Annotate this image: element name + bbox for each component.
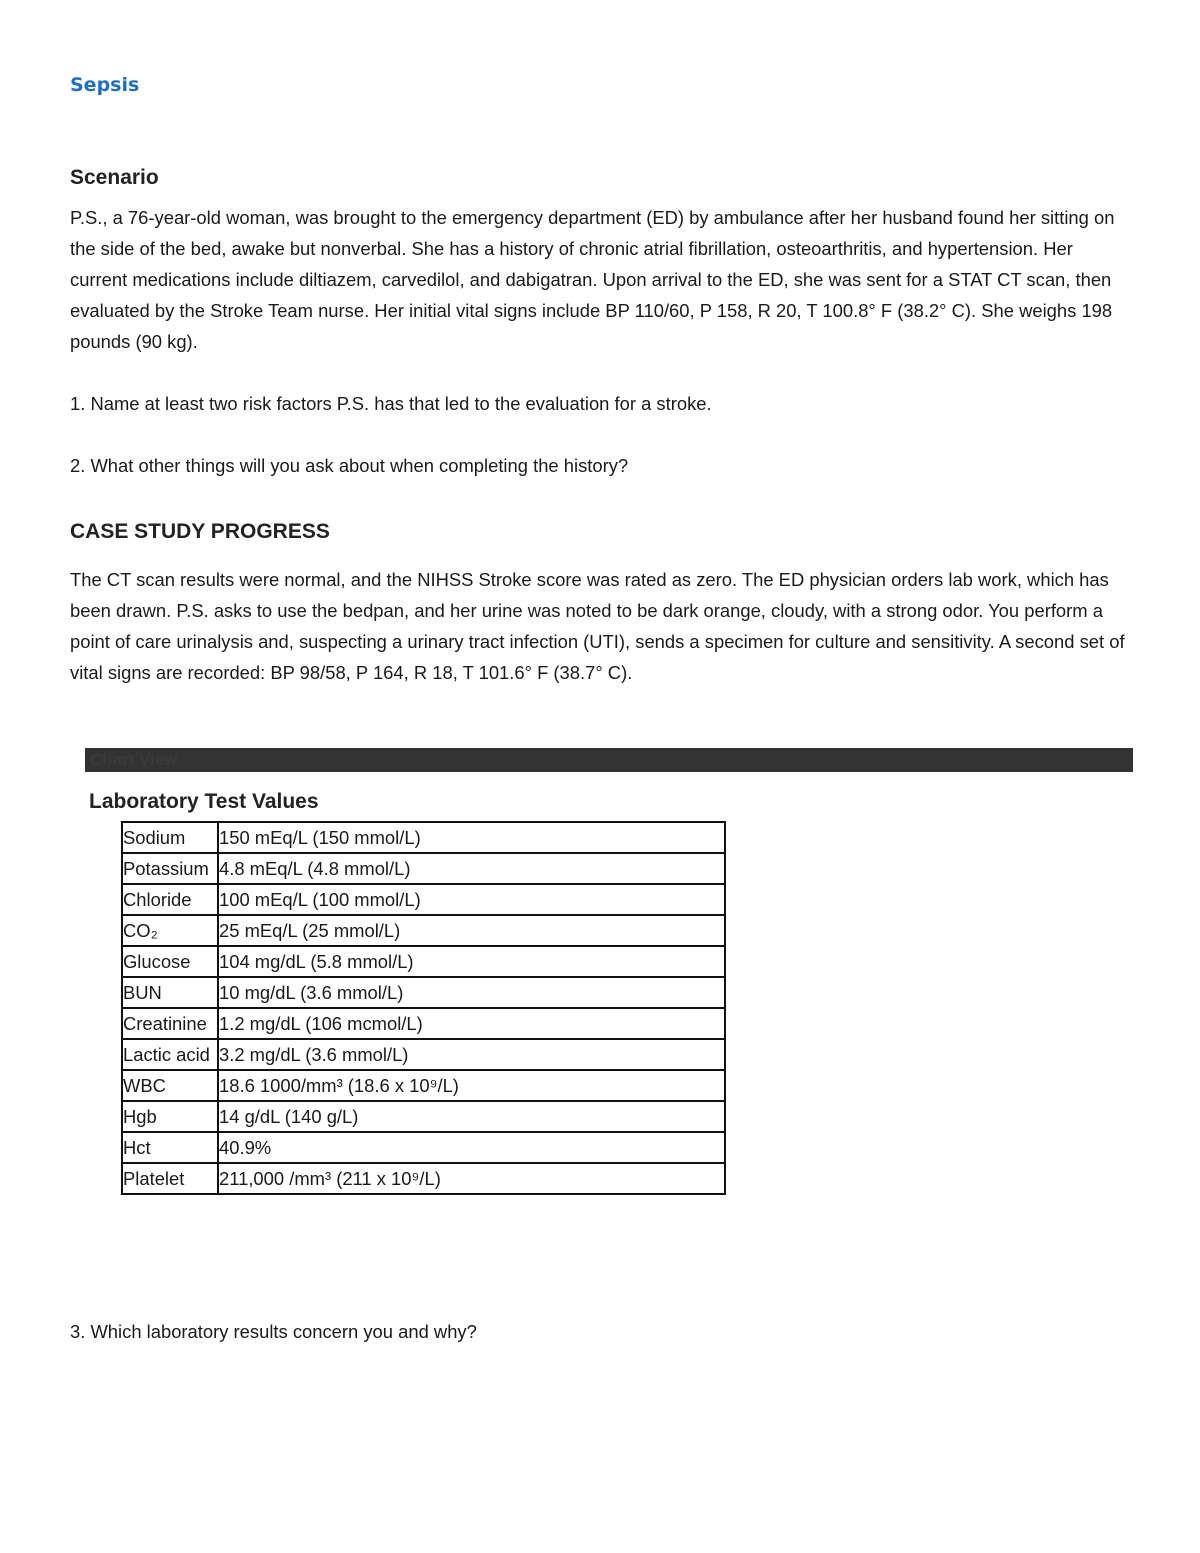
lab-values-heading: Laboratory Test Values bbox=[89, 790, 319, 813]
lab-value-cell: 3.2 mg/dL (3.6 mmol/L) bbox=[218, 1039, 725, 1070]
lab-name-cell: CO₂ bbox=[122, 915, 218, 946]
lab-name-cell: Glucose bbox=[122, 946, 218, 977]
question-1: 1. Name at least two risk factors P.S. has that led to the evaluation for a stroke. bbox=[70, 393, 712, 414]
lab-value-cell: 25 mEq/L (25 mmol/L) bbox=[218, 915, 725, 946]
lab-name-cell: Lactic acid bbox=[122, 1039, 218, 1070]
table-row bbox=[122, 1132, 725, 1163]
progress-paragraph: The CT scan results were normal, and the NIHSS Stroke score was rated as zero. The ED physician orders lab work, which has been drawn. P.S. asks to use the bedpan, and her urine was noted to be dark orange, cloudy, with a strong odor. You perform a point of care urinalysis and, suspecting a urinary tract infection (UTI), sends a specimen for culture and sensitivity. A second set of vital signs are recorded: BP 98/58, P 164, R 18, T 101.6° F (38.7° C). bbox=[70, 569, 1125, 683]
lab-name-cell: WBC bbox=[122, 1070, 218, 1101]
lab-value-cell: 4.8 mEq/L (4.8 mmol/L) bbox=[218, 853, 725, 884]
lab-name-cell: BUN bbox=[122, 977, 218, 1008]
question-2: 2. What other things will you ask about when completing the history? bbox=[70, 455, 629, 476]
table-row bbox=[122, 977, 725, 1008]
lab-name-cell: Platelet bbox=[122, 1163, 218, 1194]
table-row bbox=[122, 1101, 725, 1132]
table-row bbox=[122, 1163, 725, 1194]
lab-value-cell: 211,000 /mm³ (211 x 10⁹/L) bbox=[218, 1163, 725, 1194]
lab-name-cell: Potassium bbox=[122, 853, 218, 884]
lab-name-cell: Sodium bbox=[122, 822, 218, 853]
case-study-progress-heading: CASE STUDY PROGRESS bbox=[70, 520, 330, 543]
table-row bbox=[122, 1070, 725, 1101]
lab-value-cell: 1.2 mg/dL (106 mcmol/L) bbox=[218, 1008, 725, 1039]
table-row bbox=[122, 822, 725, 853]
scenario-heading: Scenario bbox=[70, 166, 159, 189]
lab-value-cell: 40.9% bbox=[218, 1132, 725, 1163]
lab-value-cell: 104 mg/dL (5.8 mmol/L) bbox=[218, 946, 725, 977]
table-row bbox=[122, 915, 725, 946]
table-row bbox=[122, 853, 725, 884]
lab-name-cell: Hct bbox=[122, 1132, 218, 1163]
lab-value-cell: 14 g/dL (140 g/L) bbox=[218, 1101, 725, 1132]
chart-view-label: Chart View bbox=[90, 750, 178, 769]
lab-value-cell: 10 mg/dL (3.6 mmol/L) bbox=[218, 977, 725, 1008]
chart-view-bar[interactable] bbox=[85, 748, 1133, 772]
table-row bbox=[122, 1039, 725, 1070]
lab-value-cell: 150 mEq/L (150 mmol/L) bbox=[218, 822, 725, 853]
table-row bbox=[122, 1008, 725, 1039]
lab-name-cell: Hgb bbox=[122, 1101, 218, 1132]
scenario-paragraph: P.S., a 76-year-old woman, was brought to the emergency department (ED) by ambulance after her husband found her sitting on the side of the bed, awake but nonverbal. She has a history of chronic atrial fibrillation, osteoarthritis, and hypertension. Her current medications include diltiazem, carvedilol, and dabigatran. Upon arrival to the ED, she was sent for a STAT CT scan, then evaluated by the Stroke Team nurse. Her initial vital signs include BP 110/60, P 158, R 20, T 100.8° F (38.2° C). She weighs 198 pounds (90 kg). bbox=[70, 207, 1115, 352]
lab-value-cell: 18.6 1000/mm³ (18.6 x 10⁹/L) bbox=[218, 1070, 725, 1101]
question-3: 3. Which laboratory results concern you and why? bbox=[70, 1321, 477, 1342]
lab-name-cell: Chloride bbox=[122, 884, 218, 915]
lab-name-cell: Creatinine bbox=[122, 1008, 218, 1039]
lab-values-table bbox=[121, 821, 726, 1195]
document-title: Sepsis bbox=[70, 74, 140, 96]
lab-value-cell: 100 mEq/L (100 mmol/L) bbox=[218, 884, 725, 915]
table-row bbox=[122, 884, 725, 915]
table-row bbox=[122, 946, 725, 977]
